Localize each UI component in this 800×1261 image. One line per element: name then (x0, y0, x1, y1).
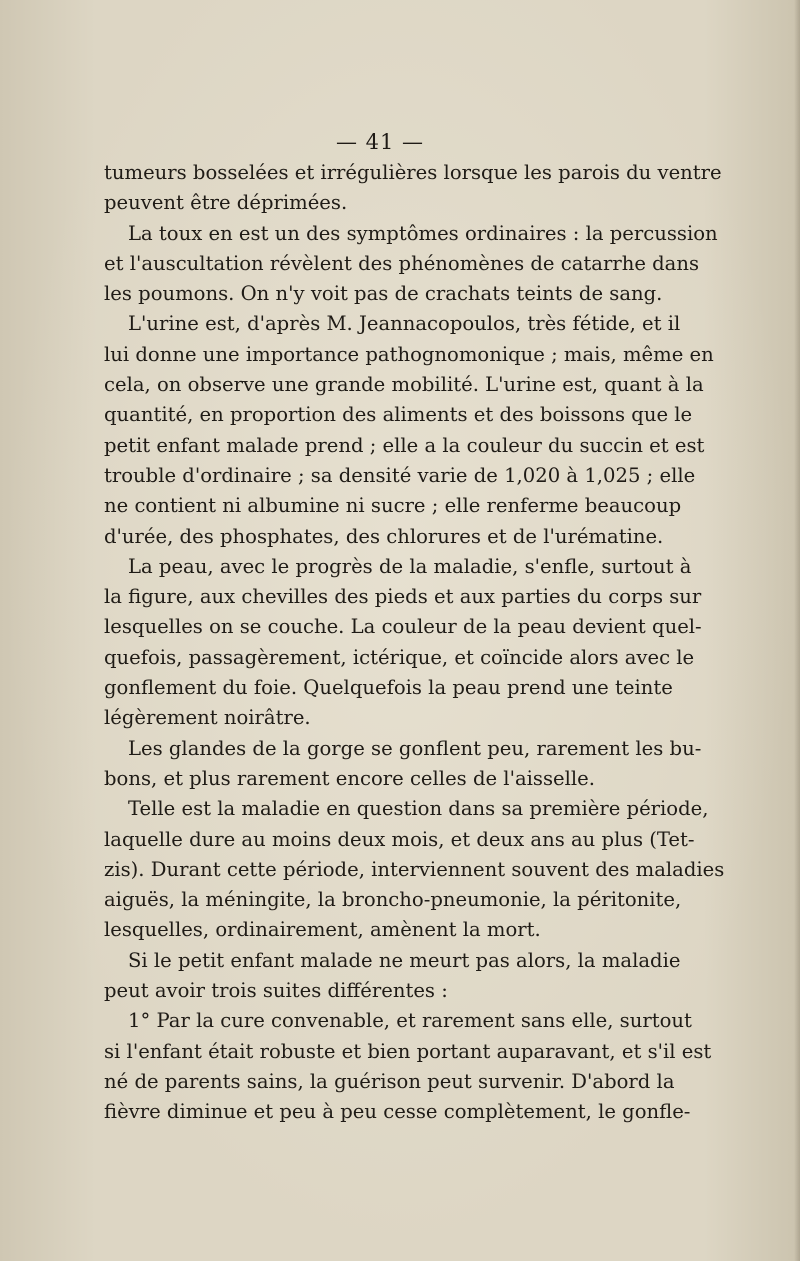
text-line: peuvent être déprimées. (104, 191, 348, 215)
text-line: quefois, passagèrement, ictérique, et coïncide alors avec le (104, 645, 695, 669)
text-line: L'urine est, d'après M. Jeannacopoulos, très fétide, et il (128, 312, 681, 336)
text-line: trouble d'ordinaire ; sa densité varie de 1,020 à 1,025 ; elle (104, 463, 696, 487)
text-line: tumeurs bosselées et irrégulières lorsque les parois du ventre (104, 161, 722, 184)
text-line: et l'auscultation révèlent des phénomènes de catarrhe dans (104, 251, 700, 275)
text-line: Les glandes de la gorge se gonflent peu, rarement les bu- (128, 736, 702, 760)
text-line: gonflement du foie. Quelquefois la peau prend une teinte (104, 676, 673, 700)
text-line: d'urée, des phosphates, des chlorures et de l'urématine. (104, 524, 664, 548)
text-line: quantité, en proportion des aliments et des boissons que le (104, 403, 693, 427)
text-line: Telle est la maladie en question dans sa première période, (128, 797, 709, 821)
text-line: 1° Par la cure convenable, et rarement sans elle, surtout (128, 1009, 692, 1033)
text-line: lui donne une importance pathognomonique ; mais, même en (104, 342, 714, 366)
text-line: zis). Durant cette période, interviennent souvent des maladies (104, 857, 725, 881)
page-edge-shadow (794, 0, 800, 1261)
text-line: Si le petit enfant malade ne meurt pas alors, la maladie (128, 948, 681, 972)
text-line: petit enfant malade prend ; elle a la couleur du succin et est (104, 433, 705, 457)
text-line: légèrement noirâtre. (104, 706, 311, 730)
text-line: laquelle dure au moins deux mois, et deux ans au plus (Tet- (104, 827, 695, 851)
text-line: bons, et plus rarement encore celles de l'aisselle. (104, 766, 595, 790)
text-line: la figure, aux chevilles des pieds et aux parties du corps sur (104, 585, 702, 609)
text-line: cela, on observe une grande mobilité. L'urine est, quant à la (104, 373, 704, 397)
text-line: aiguës, la méningite, la broncho-pneumonie, la péritonite, (104, 888, 682, 912)
page-number: — 41 — (335, 130, 425, 154)
text-line: né de parents sains, la guérison peut survenir. D'abord la (104, 1069, 675, 1093)
text-line: ne contient ni albumine ni sucre ; elle renferme beaucoup (104, 494, 682, 518)
text-line: si l'enfant était robuste et bien portant auparavant, et s'il est (104, 1039, 712, 1063)
text-line: lesquelles, ordinairement, amènent la mort. (104, 918, 541, 942)
text-line: les poumons. On n'y voit pas de crachats teints de sang. (104, 282, 663, 306)
text-line: La peau, avec le progrès de la maladie, s'enfle, surtout à (128, 554, 692, 578)
text-line: fièvre diminue et peu à peu cesse complètement, le gonfle- (104, 1100, 691, 1124)
body-text (104, 158, 725, 1128)
text-line: La toux en est un des symptômes ordinaires : la percussion (128, 221, 718, 245)
text-line: peut avoir trois suites différentes : (104, 979, 448, 1003)
text-line: lesquelles on se couche. La couleur de la peau devient quel- (104, 615, 702, 639)
